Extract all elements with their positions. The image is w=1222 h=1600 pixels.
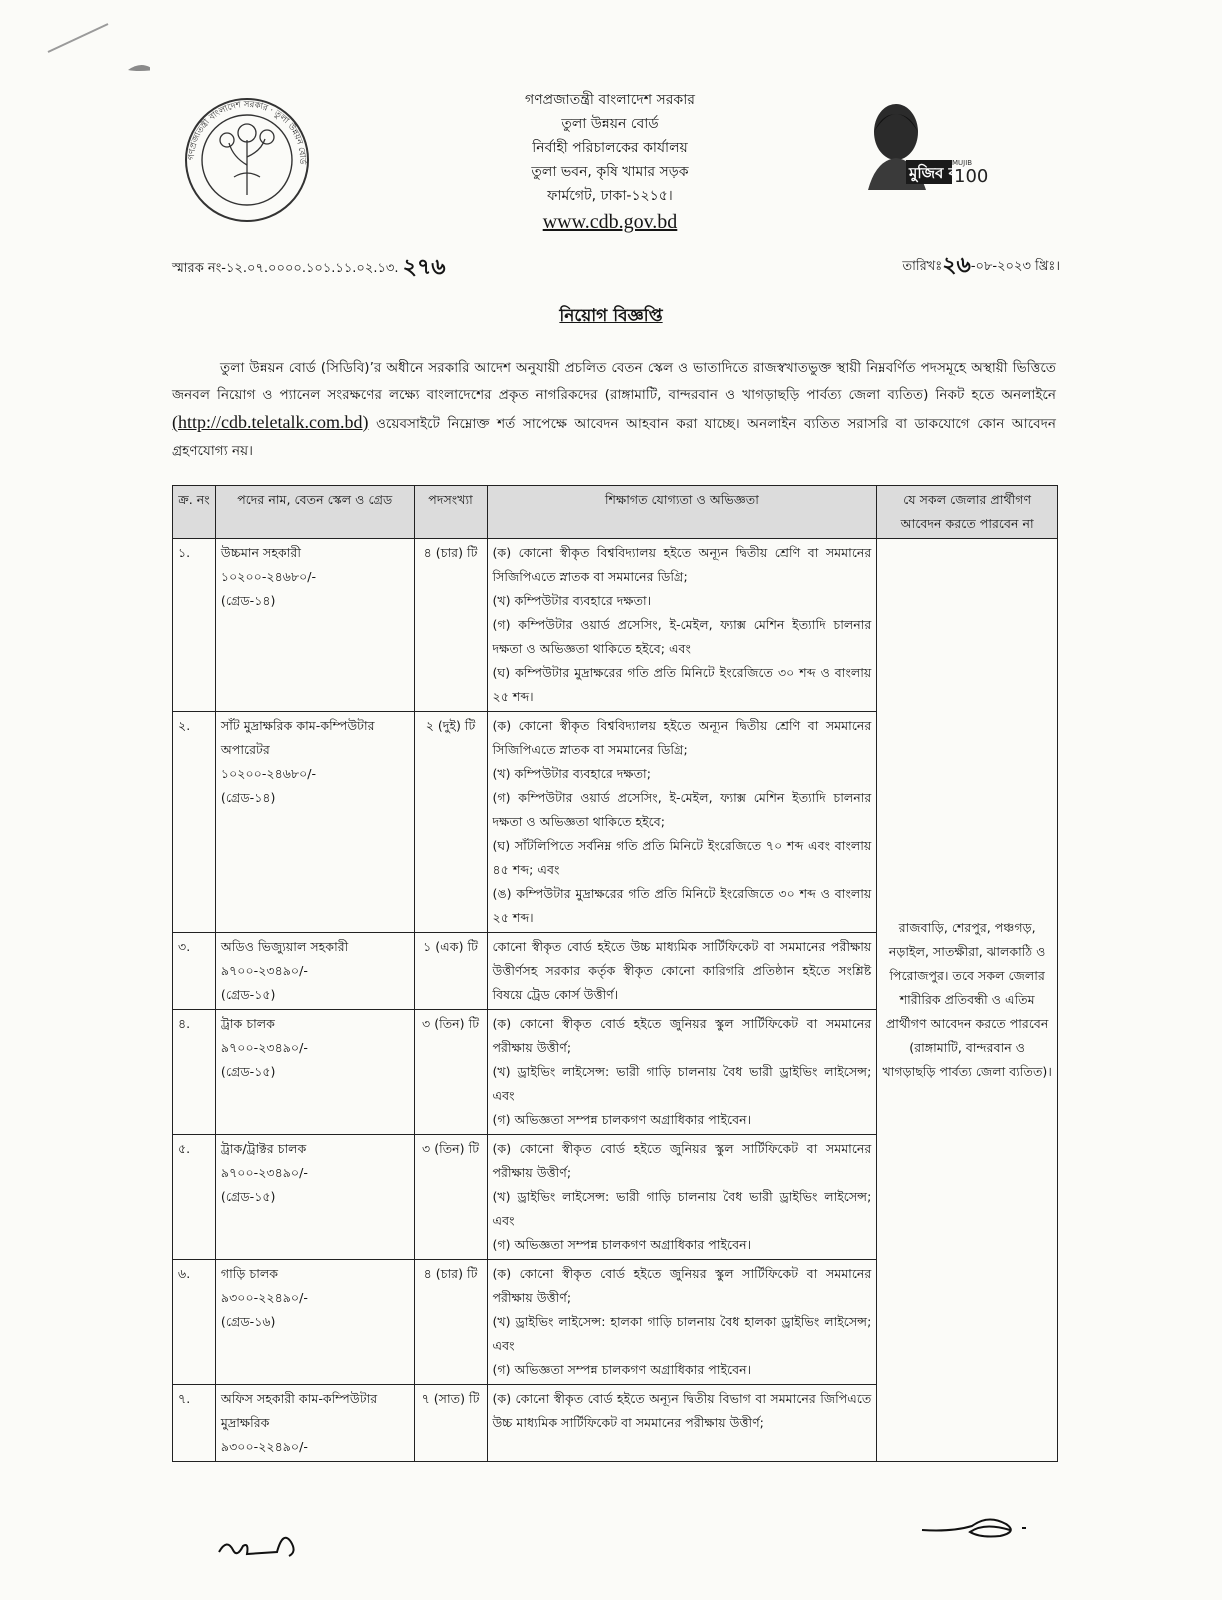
row-qualification	[487, 1260, 877, 1385]
row-post-count: ২ (দুই) টি	[414, 712, 487, 933]
row-qualification	[487, 1385, 877, 1462]
post-name: ট্রাক চালক	[220, 1016, 275, 1031]
pay-scale: ৯৩০০-২২৪৯০/-	[220, 1439, 308, 1454]
row-serial: ১.	[173, 539, 216, 712]
memo-handwritten-number: ২৭৬	[402, 254, 446, 280]
qualification-item: (গ) অভিজ্ঞতা সম্পন্ন চালকগণ অগ্রাধিকার পাইবেন।	[492, 1112, 752, 1127]
row-qualification	[487, 539, 877, 712]
excluded-districts-cell	[877, 539, 1058, 1462]
row-serial: ৪.	[173, 1010, 216, 1135]
row-serial: ২.	[173, 712, 216, 933]
row-post	[215, 1135, 414, 1260]
qualification-item: (গ) কম্পিউটার ওয়ার্ড প্রসেসিং, ই-মেইল, ফ্যাক্স মেশিন ইত্যাদি চালনার দক্ষতা ও অভিজ্ঞতা থাকিতে হইবে;	[492, 790, 872, 829]
row-serial: ৬.	[173, 1260, 216, 1385]
org-name: তুলা উন্নয়ন বোর্ড	[561, 116, 659, 132]
qualification-item: (ঙ) কম্পিউটার মুদ্রাক্ষরের গতি প্রতি মিনিটে ইংরেজিতে ৩০ শব্দ ও বাংলায় ২৫ শব্দ।	[492, 886, 872, 925]
grade: (গ্রেড-১৪)	[220, 790, 276, 805]
row-post	[215, 1010, 414, 1135]
qualification-item: (ঘ) কম্পিউটার মুদ্রাক্ষরের গতি প্রতি মিনিটে ইংরেজিতে ৩০ শব্দ ও বাংলায় ২৫ শব্দ।	[492, 665, 872, 704]
pay-scale: ১০২০০-২৪৬৮০/-	[220, 766, 317, 781]
vacancy-table	[172, 485, 1058, 1462]
excluded-districts-text: রাজবাড়ি, শেরপুর, পঞ্চগড়, নড়াইল, সাতক্ষীরা, ঝালকাঠি ও পিরোজপুর। তবে সকল জেলার শারীরিক প্রতিবন্ধী ও এতিম প্রার্থীগণ আবেদন করতে পারবেন (রাঙ্গামাটি, বান্দরবান ও খাগড়াছড়ি পার্বত্য জেলা ব্যতিত)।	[882, 920, 1052, 1079]
row-qualification	[487, 933, 877, 1010]
mujib-logo-number: 100	[954, 166, 988, 187]
qualification-item: (খ) কম্পিউটার ব্যবহারে দক্ষতা;	[492, 766, 651, 781]
row-post	[215, 933, 414, 1010]
row-post-count: ৩ (তিন) টি	[414, 1010, 487, 1135]
intro-text-before-url: তুলা উন্নয়ন বোর্ড (সিডিবি)’র অধীনে সরকারি আদেশ অনুযায়ী প্রচলিত বেতন স্কেল ও ভাতাদিতে রাজস্বখাতভুক্ত স্থায়ী নিম্নবর্ণিত পদসমূহে অস্থায়ী ভিত্তিতে জনবল নিয়োগ ও প্যানেল সংরক্ষণের লক্ষ্যে বাংলাদেশের প্রকৃত নাগরিকদের (রাঙ্গামাটি, বান্দরবান ও খাগড়াছড়ি পার্বত্য জেলা ব্যতিত) নিকট হতে অনলাইনে	[172, 360, 1056, 403]
row-post-count: ৩ (তিন) টি	[414, 1135, 487, 1260]
pay-scale: ১০২০০-২৪৬৮০/-	[220, 569, 317, 584]
address-line-1: তুলা ভবন, কৃষি খামার সড়ক	[531, 164, 689, 180]
row-post-count: ৭ (সাত) টি	[414, 1385, 487, 1462]
memo-prefix: স্মারক নং-১২.০৭.০০০০.১০১.১১.০২.১৩.	[172, 261, 399, 276]
grade: (গ্রেড-১৫)	[220, 987, 276, 1002]
qualification-item: (খ) ড্রাইভিং লাইসেন্স: ভারী গাড়ি চালনায় বৈধ ভারী ড্রাইভিং লাইসেন্স; এবং	[492, 1189, 872, 1228]
post-name: উচ্চমান সহকারী	[220, 545, 301, 560]
letterhead	[430, 88, 790, 236]
qualification-item: (ক) কোনো স্বীকৃত বিশ্ববিদ্যালয় হইতে অন্যূন দ্বিতীয় শ্রেণি বা সমমানের সিজিপিএতে স্নাতক বা সমমানের ডিগ্রি;	[492, 718, 872, 757]
qualification-item: (ক) কোনো স্বীকৃত বোর্ড হইতে জুনিয়র স্কুল সার্টিফিকেট বা সমমানের পরীক্ষায় উত্তীর্ণ;	[492, 1266, 872, 1305]
row-qualification	[487, 1010, 877, 1135]
memo-number	[172, 250, 446, 287]
grade: (গ্রেড-১৫)	[220, 1189, 276, 1204]
row-qualification	[487, 712, 877, 933]
header-count: পদসংখ্যা	[414, 486, 487, 539]
mujib-logo-text: মুজিব বর্ষ	[909, 164, 966, 182]
pay-scale: ৯৩০০-২২৪৯০/-	[220, 1290, 308, 1305]
row-post-count: ৪ (চার) টি	[414, 539, 487, 712]
row-post	[215, 1385, 414, 1462]
website-link[interactable]: www.cdb.gov.bd	[542, 211, 678, 233]
header-excluded-districts: যে সকল জেলার প্রার্থীগণ আবেদন করতে পারবেন না	[877, 486, 1058, 539]
signature-left	[215, 1528, 305, 1568]
grade: (গ্রেড-১৬)	[220, 1314, 276, 1329]
issue-date	[902, 248, 1060, 285]
row-serial: ৩.	[173, 933, 216, 1010]
qualification-item: (ক) কোনো স্বীকৃত বোর্ড হইতে অন্যূন দ্বিতীয় বিভাগ বা সমমানের জিপিএতে উচ্চ মাধ্যমিক সার্টিফিকেট বা সমমানের পরীক্ষায় উত্তীর্ণ;	[492, 1391, 872, 1430]
qualification-item: (খ) ড্রাইভিং লাইসেন্স: হালকা গাড়ি চালনায় বৈধ হালকা ড্রাইভিং লাইসেন্স; এবং	[492, 1314, 872, 1353]
qualification-item: (ক) কোনো স্বীকৃত বিশ্ববিদ্যালয় হইতে অন্যূন দ্বিতীয় শ্রেণি বা সমমানের সিজিপিএতে স্নাতক বা সমমানের ডিগ্রি;	[492, 545, 872, 584]
date-rest: -০৮-২০২৩ খ্রিঃ।	[970, 259, 1060, 274]
govt-name: গণপ্রজাতন্ত্রী বাংলাদেশ সরকার	[525, 92, 695, 108]
mujib-logo-small: MUJIB	[952, 159, 973, 167]
qualification-item: (ক) কোনো স্বীকৃত বোর্ড হইতে জুনিয়র স্কুল সার্টিফিকেট বা সমমানের পরীক্ষায় উত্তীর্ণ;	[492, 1141, 872, 1180]
row-serial: ৫.	[173, 1135, 216, 1260]
row-post-count: ৪ (চার) টি	[414, 1260, 487, 1385]
table-header-row	[173, 486, 1058, 539]
notice-title: নিয়োগ বিজ্ঞপ্তি	[559, 306, 663, 326]
intro-paragraph	[172, 355, 1056, 465]
row-post	[215, 712, 414, 933]
intro-text-after-url: ওয়েবসাইটে নিম্নোক্ত শর্ত সাপেক্ষে আবেদন আহবান করা যাচ্ছে। অনলাইন ব্যতিত সরাসরি বা ডাকযোগে কোন আবেদন গ্রহণযোগ্য নয়।	[172, 416, 1057, 459]
row-post	[215, 1260, 414, 1385]
qualification-item: (ক) কোনো স্বীকৃত বোর্ড হইতে জুনিয়র স্কুল সার্টিফিকেট বা সমমানের পরীক্ষায় উত্তীর্ণ;	[492, 1016, 872, 1055]
row-post	[215, 539, 414, 712]
qualification-item: (গ) অভিজ্ঞতা সম্পন্ন চালকগণ অগ্রাধিকার পাইবেন।	[492, 1362, 752, 1377]
post-name: ট্রাক/ট্রাক্টর চালক	[220, 1141, 307, 1156]
post-name: সাঁট মুদ্রাক্ষরিক কাম-কম্পিউটার অপারেটর	[220, 718, 375, 757]
cdb-seal-logo	[182, 95, 312, 225]
qualification-item: (গ) কম্পিউটার ওয়ার্ড প্রসেসিং, ই-মেইল, ফ্যাক্স মেশিন ইত্যাদি চালনার দক্ষতা ও অভিজ্ঞতা থাকিতে হইবে; এবং	[492, 617, 872, 656]
pay-scale: ৯৭০০-২৩৪৯০/-	[220, 963, 308, 978]
qualification-item: কোনো স্বীকৃত বোর্ড হইতে উচ্চ মাধ্যমিক সার্টিফিকেট বা সমমানের পরীক্ষায় উত্তীর্ণসহ সরকার কর্তৃক স্বীকৃত কোনো কারিগরি প্রতিষ্ঠান হইতে সংশ্লিষ্ট বিষয়ে ট্রেড কোর্স উত্তীর্ণ।	[492, 939, 872, 1002]
address-line-2: ফার্মগেট, ঢাকা-১২১৫।	[547, 188, 673, 204]
qualification-item: (খ) কম্পিউটার ব্যবহারে দক্ষতা।	[492, 593, 652, 608]
table-row	[173, 539, 1058, 712]
grade: (গ্রেড-১৪)	[220, 593, 276, 608]
grade: (গ্রেড-১৫)	[220, 1064, 276, 1079]
scan-mark-top-left	[40, 18, 150, 88]
date-label: তারিখঃ	[902, 259, 943, 274]
signature-right	[918, 1508, 1038, 1544]
mujib-borsho-logo	[848, 92, 988, 192]
date-handwritten-day: ২৬	[942, 252, 971, 278]
seal-text: গণপ্রজাতন্ত্রী বাংলাদেশ সরকার · তুলা উন্নয়ন বোর্ড	[186, 99, 308, 165]
pay-scale: ৯৭০০-২৩৪৯০/-	[220, 1165, 308, 1180]
row-serial: ৭.	[173, 1385, 216, 1462]
post-name: অফিস সহকারী কাম-কম্পিউটার মুদ্রাক্ষরিক	[220, 1391, 378, 1430]
row-qualification	[487, 1135, 877, 1260]
qualification-item: (খ) ড্রাইভিং লাইসেন্স: ভারী গাড়ি চালনায় বৈধ ভারী ড্রাইভিং লাইসেন্স; এবং	[492, 1064, 872, 1103]
row-post-count: ১ (এক) টি	[414, 933, 487, 1010]
post-name: অডিও ভিজ্যুয়াল সহকারী	[220, 939, 349, 954]
qualification-item: (ঘ) সাঁটলিপিতে সর্বনিম্ন গতি প্রতি মিনিটে ইংরেজিতে ৭০ শব্দ এবং বাংলায় ৪৫ শব্দ; এবং	[492, 838, 872, 877]
application-url-link[interactable]: (http://cdb.teletalk.com.bd)	[172, 412, 369, 432]
header-post: পদের নাম, বেতন স্কেল ও গ্রেড	[215, 486, 414, 539]
header-qualification: শিক্ষাগত যোগ্যতা ও অভিজ্ঞতা	[487, 486, 877, 539]
header-serial: ক্র. নং	[173, 486, 216, 539]
pay-scale: ৯৭০০-২৩৪৯০/-	[220, 1040, 308, 1055]
office-name: নির্বাহী পরিচালকের কার্যালয়	[532, 140, 688, 156]
post-name: গাড়ি চালক	[220, 1266, 279, 1281]
qualification-item: (গ) অভিজ্ঞতা সম্পন্ন চালকগণ অগ্রাধিকার পাইবেন।	[492, 1237, 752, 1252]
